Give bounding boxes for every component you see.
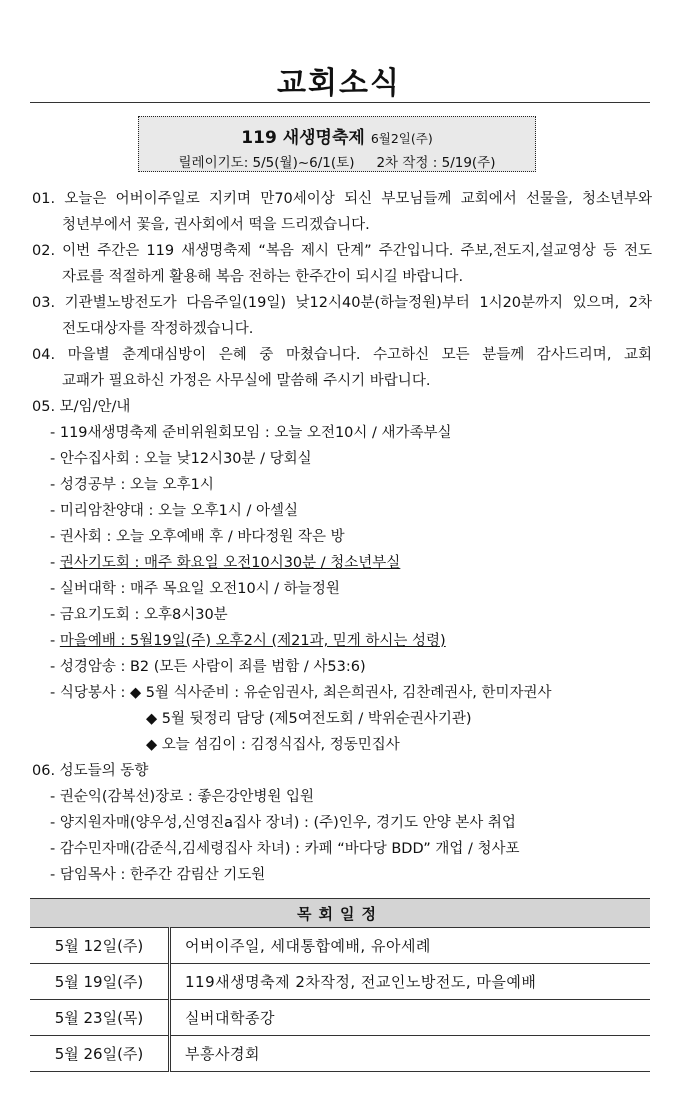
announcement-item-03-cont: 전도대상자를 작정하겠습니다. — [62, 321, 254, 337]
announcement-item-04: 04. 마을별 춘계대심방이 은혜 중 마쳤습니다. 수고하신 모든 분들께 감사드리며, 교회 — [32, 347, 652, 363]
meeting-item: - 119새생명축제 준비위원회모임 : 오늘 오전10시 / 새가족부실 — [50, 425, 452, 441]
schedule-header-row — [30, 899, 650, 928]
schedule-date: 5월 23일(목) — [30, 1000, 170, 1036]
ministry-schedule-table — [30, 898, 650, 1072]
meeting-item: - 금요기도회 : 오후8시30분 — [50, 607, 228, 623]
announcement-list — [32, 186, 652, 888]
member-news-item: - 담임목사 : 한주간 감림산 기도원 — [50, 867, 266, 883]
schedule-row — [30, 964, 650, 1000]
announcement-item-02-cont: 자료를 적절하게 활용해 복음 전하는 한주간이 되시길 바랍니다. — [62, 269, 464, 285]
title-divider — [30, 102, 650, 103]
meeting-item-underlined: - 권사기도회 : 매주 화요일 오전10시30분 / 청소년부실 — [50, 555, 401, 571]
announcement-item-02: 02. 이번 주간은 119 새생명축제 “복음 제시 단계” 주간입니다. 주보,전도지,설교영상 등 전도 — [32, 243, 652, 259]
schedule-event: 119새생명축제 2차작정, 전교인노방전도, 마을예배 — [170, 964, 651, 1000]
schedule-date: 5월 12일(주) — [30, 928, 170, 964]
second-pledge-date: 2차 작정 : 5/19(주) — [376, 155, 496, 171]
kitchen-service-item: - 식당봉사 : ◆ 5월 식사준비 : 유순임권사, 최은희권사, 김찬례권사, 한미자권사 — [50, 685, 552, 701]
relay-prayer-period: 릴레이기도: 5/5(월)~6/1(토) — [178, 155, 355, 171]
kitchen-service-subitem: ◆ 오늘 섬김이 : 김정식집사, 정동민집사 — [146, 737, 400, 753]
schedule-event: 어버이주일, 세대통합예배, 유아세례 — [170, 928, 651, 964]
festival-date: 6월2일(주) — [370, 131, 433, 146]
schedule-header: 목회일정 — [30, 899, 650, 928]
festival-notice-box — [138, 116, 536, 172]
members-news-heading: 06. 성도들의 동향 — [32, 763, 149, 779]
page-title: 교회소식 — [277, 66, 401, 101]
meeting-item: - 성경암송 : B2 (모든 사람이 죄를 범함 / 사53:6) — [50, 659, 366, 675]
schedule-event: 부흥사경회 — [170, 1036, 651, 1072]
member-news-item: - 양지원자매(양우성,신영진a집사 장녀) : (주)인우, 경기도 안양 본사 취업 — [50, 815, 516, 831]
member-news-item: - 감수민자매(감준식,김세령집사 차녀) : 카페 “바다당 BDD” 개업 / 청사포 — [50, 841, 520, 857]
meeting-item: - 권사회 : 오늘 오후예배 후 / 바다정원 작은 방 — [50, 529, 345, 545]
announcement-item-01: 01. 오늘은 어버이주일로 지키며 만70세이상 되신 부모님들께 교회에서 선물을, 청소년부와 — [32, 191, 652, 207]
meeting-item: - 미리암찬양대 : 오늘 오후1시 / 아셀실 — [50, 503, 298, 519]
meeting-item-underlined: - 마을예배 : 5월19일(주) 오후2시 (제21과, 믿게 하시는 성령) — [50, 633, 446, 649]
meeting-item: - 안수집사회 : 오늘 낮12시30분 / 당회실 — [50, 451, 312, 467]
kitchen-service-subitem: ◆ 5월 뒷정리 담당 (제5여전도회 / 박위순권사기관) — [146, 711, 472, 727]
festival-title: 119 새생명축제 — [241, 128, 365, 148]
schedule-row — [30, 1000, 650, 1036]
meeting-item: - 실버대학 : 매주 목요일 오전10시 / 하늘정원 — [50, 581, 340, 597]
meeting-item: - 성경공부 : 오늘 오후1시 — [50, 477, 214, 493]
announcement-item-03: 03. 기관별노방전도가 다음주일(19일) 낮12시40분(하늘정원)부터 1시20분까지 있으며, 2차 — [32, 295, 652, 311]
schedule-date: 5월 19일(주) — [30, 964, 170, 1000]
schedule-row — [30, 928, 650, 964]
announcement-item-04-cont: 교패가 필요하신 가정은 사무실에 말씀해 주시기 바랍니다. — [62, 373, 431, 389]
schedule-event: 실버대학종강 — [170, 1000, 651, 1036]
schedule-date: 5월 26일(주) — [30, 1036, 170, 1072]
meetings-heading: 05. 모/임/안/내 — [32, 399, 131, 415]
schedule-row — [30, 1036, 650, 1072]
member-news-item: - 권순익(감복선)장로 : 좋은강안병원 입원 — [50, 789, 314, 805]
announcement-item-01-cont: 청년부에서 꽃을, 권사회에서 떡을 드리겠습니다. — [62, 217, 370, 233]
